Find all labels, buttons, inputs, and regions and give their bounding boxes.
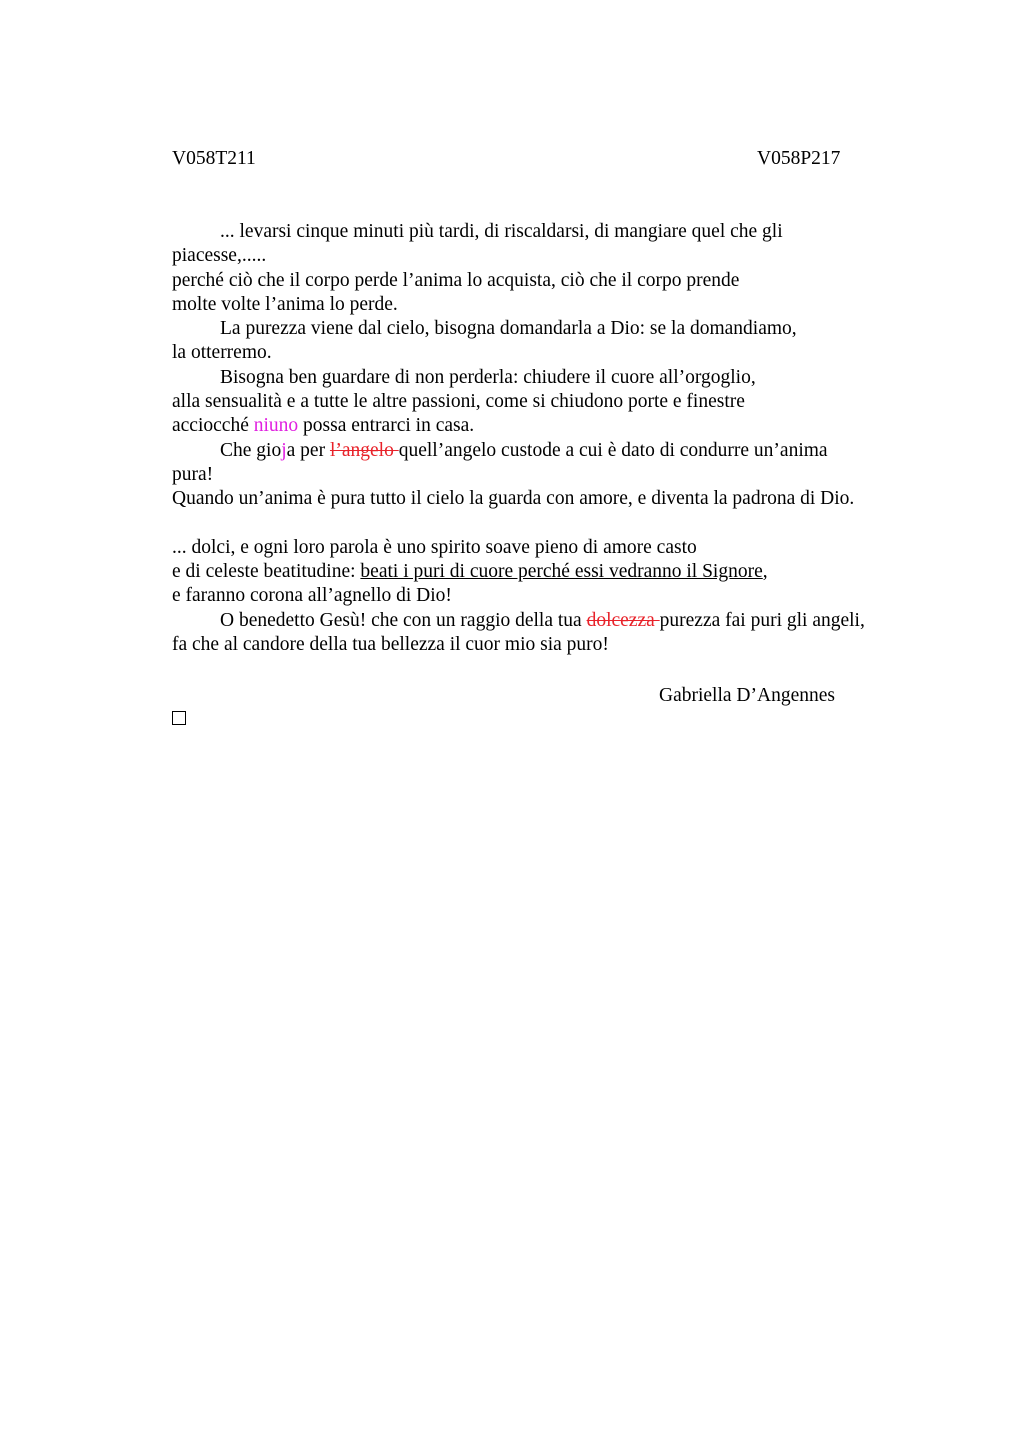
header-right-code: V058P217 [757, 148, 841, 169]
document-body [172, 220, 932, 657]
text-line: La purezza viene dal cielo, bisogna domandarla a Dio: se la domandiamo, [220, 318, 797, 340]
text-segment: e di celeste beatitudine: [172, 561, 361, 583]
header-left-code: V058T211 [172, 148, 256, 169]
blank-line [172, 512, 932, 536]
text-segment: O benedetto Gesù! che con un raggio della tua [220, 609, 587, 631]
text-line: ... levarsi cinque minuti più tardi, di riscaldarsi, di mangiare quel che gli [220, 221, 783, 242]
text-line: pura! [172, 463, 214, 485]
text-line [172, 439, 932, 463]
text-line: piacesse,..... [172, 245, 267, 267]
text-segment: possa entrarci in casa. [298, 415, 475, 437]
text-line: alla sensualità e a tutte le altre passioni, come si chiudono porte e finestre [172, 391, 745, 413]
text-line: fa che al candore della tua bellezza il cuor mio sia puro! [172, 634, 609, 656]
struck-through-text: dolcezza [586, 609, 660, 631]
text-segment: , [762, 561, 768, 583]
text-line [172, 560, 932, 584]
underlined-quote: beati i puri di cuore perché essi vedranno il Signore [360, 561, 763, 583]
text-segment: acciocché [172, 415, 254, 437]
magenta-highlight: niuno [253, 415, 299, 437]
text-segment: quell’angelo custode a cui è dato di condurre un’anima [398, 439, 828, 461]
text-segment: a per [286, 439, 330, 461]
text-line: ... dolci, e ogni loro parola è uno spirito soave pieno di amore casto [172, 536, 697, 558]
text-line: Quando un’anima è pura tutto il cielo la guarda con amore, e diventa la padrona di Dio. [172, 488, 855, 510]
text-segment: Che gio [220, 439, 282, 461]
signature: Gabriella D’Angennes [659, 685, 835, 706]
text-line: Bisogna ben guardare di non perderla: chiudere il cuore all’orgoglio, [220, 366, 756, 388]
text-line [172, 609, 932, 633]
text-line [172, 414, 932, 438]
text-segment: purezza fai puri gli angeli, [659, 609, 865, 631]
struck-through-text: l’angelo [329, 439, 399, 461]
text-line: e faranno corona all’agnello di Dio! [172, 585, 452, 607]
text-line: molte volte l’anima lo perde. [172, 293, 398, 315]
magenta-highlight: j [281, 439, 287, 461]
text-line: la otterremo. [172, 342, 272, 364]
text-line: perché ciò che il corpo perde l’anima lo acquista, ciò che il corpo prende [172, 269, 740, 291]
checkbox-square-icon [172, 711, 186, 725]
